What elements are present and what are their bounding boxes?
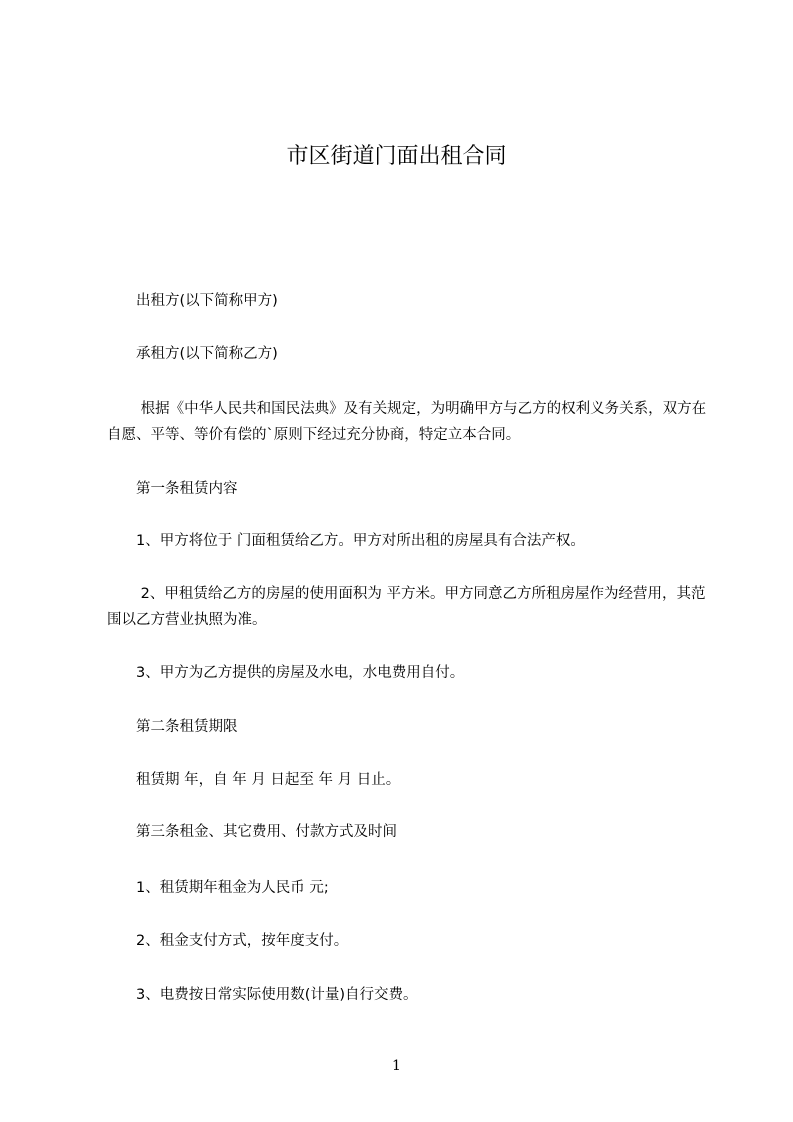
document-title: 市区街道门面出租合同 bbox=[286, 144, 507, 169]
article-1-heading: 第一条租赁内容 bbox=[136, 481, 238, 497]
article-2-heading: 第二条租赁期限 bbox=[136, 719, 238, 735]
article-1-clause-3: 3、甲方为乙方提供的房屋及水电，水电费用自付。 bbox=[136, 665, 465, 681]
article-3-clause-1: 1、租赁期年租金为人民币 元; bbox=[136, 880, 329, 896]
article-1-clause-1: 1、甲方将位于 门面租赁给乙方。甲方对所出租的房屋具有合法产权。 bbox=[136, 533, 585, 549]
article-3-clause-3: 3、电费按日常实际使用数(计量)自行交费。 bbox=[136, 987, 418, 1003]
article-3-clause-2: 2、租金支付方式，按年度支付。 bbox=[136, 933, 349, 949]
page-number: 1 bbox=[392, 1058, 401, 1074]
paragraph-lessor: 出租方(以下简称甲方) bbox=[136, 293, 278, 309]
article-3-heading: 第三条租金、其它费用、付款方式及时间 bbox=[136, 824, 397, 840]
article-2-term: 租赁期 年，自 年 月 日起至 年 月 日止。 bbox=[136, 772, 401, 788]
article-1-clause-2: 2、甲租赁给乙方的房屋的使用面积为 平方米。甲方同意乙方所租房屋作为经营用，其范围以乙方营业执照为准。 bbox=[107, 586, 706, 628]
paragraph-lessee: 承租方(以下简称乙方) bbox=[136, 346, 278, 362]
paragraph-preamble: 根据《中华人民共和国民法典》及有关规定，为明确甲方与乙方的权利义务关系，双方在自愿、平等、等价有偿的`原则下经过充分协商，特定立本合同。 bbox=[107, 401, 707, 443]
